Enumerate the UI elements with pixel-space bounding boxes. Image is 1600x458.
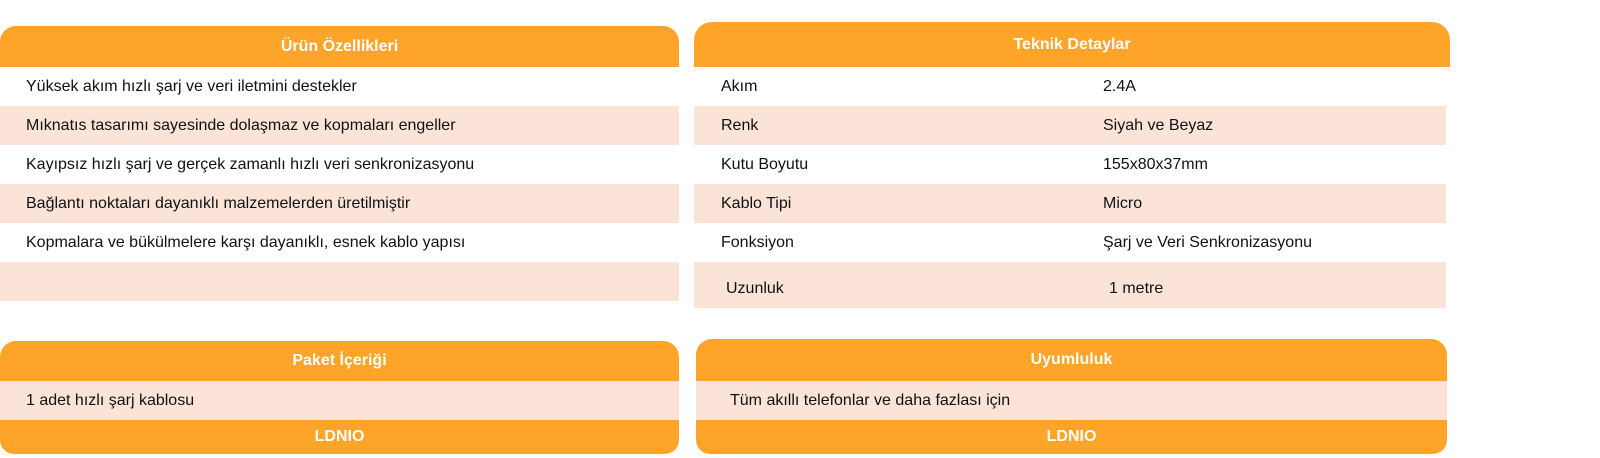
brand-footer: LDNIO bbox=[0, 420, 679, 454]
spec-row bbox=[694, 67, 1446, 106]
technical-title: Teknik Detaylar bbox=[694, 22, 1450, 67]
package-panel bbox=[0, 341, 679, 454]
compatibility-panel bbox=[696, 339, 1447, 454]
package-item: 1 adet hızlı şarj kablosu bbox=[0, 381, 679, 420]
spec-value: Siyah ve Beyaz bbox=[1103, 117, 1214, 134]
spec-row bbox=[694, 223, 1446, 262]
features-title: Ürün Özellikleri bbox=[0, 26, 679, 67]
spec-label: Uzunluk bbox=[726, 280, 784, 297]
feature-row-empty bbox=[0, 262, 679, 301]
spec-row bbox=[694, 145, 1446, 184]
spec-value: 155x80x37mm bbox=[1103, 156, 1208, 173]
spec-value: Şarj ve Veri Senkronizasyonu bbox=[1103, 234, 1312, 251]
spec-label: Akım bbox=[721, 78, 758, 95]
technical-panel bbox=[694, 22, 1450, 308]
spec-label: Kablo Tipi bbox=[721, 195, 792, 212]
spec-value: Micro bbox=[1103, 195, 1143, 212]
brand-footer: LDNIO bbox=[696, 420, 1447, 454]
spec-label: Kutu Boyutu bbox=[721, 156, 809, 173]
feature-row: Kopmalara ve bükülmelere karşı dayanıklı, esnek kablo yapısı bbox=[0, 223, 679, 262]
spec-value: 1 metre bbox=[1109, 280, 1164, 297]
features-panel bbox=[0, 26, 679, 301]
feature-row: Yüksek akım hızlı şarj ve veri iletmini destekler bbox=[0, 67, 679, 106]
compatibility-title: Uyumluluk bbox=[696, 339, 1447, 381]
spec-row bbox=[694, 184, 1446, 223]
feature-row: Mıknatıs tasarımı sayesinde dolaşmaz ve kopmaları engeller bbox=[0, 106, 679, 145]
spec-label: Fonksiyon bbox=[721, 234, 794, 251]
package-title: Paket İçeriği bbox=[0, 341, 679, 381]
spec-label: Renk bbox=[721, 117, 759, 134]
feature-row: Bağlantı noktaları dayanıklı malzemelerden üretilmiştir bbox=[0, 184, 679, 223]
compatibility-item: Tüm akıllı telefonlar ve daha fazlası için bbox=[696, 381, 1447, 420]
spec-row bbox=[694, 106, 1446, 145]
spec-value: 2.4A bbox=[1103, 78, 1136, 95]
feature-row: Kayıpsız hızlı şarj ve gerçek zamanlı hızlı veri senkronizasyonu bbox=[0, 145, 679, 184]
spec-row bbox=[694, 262, 1446, 308]
